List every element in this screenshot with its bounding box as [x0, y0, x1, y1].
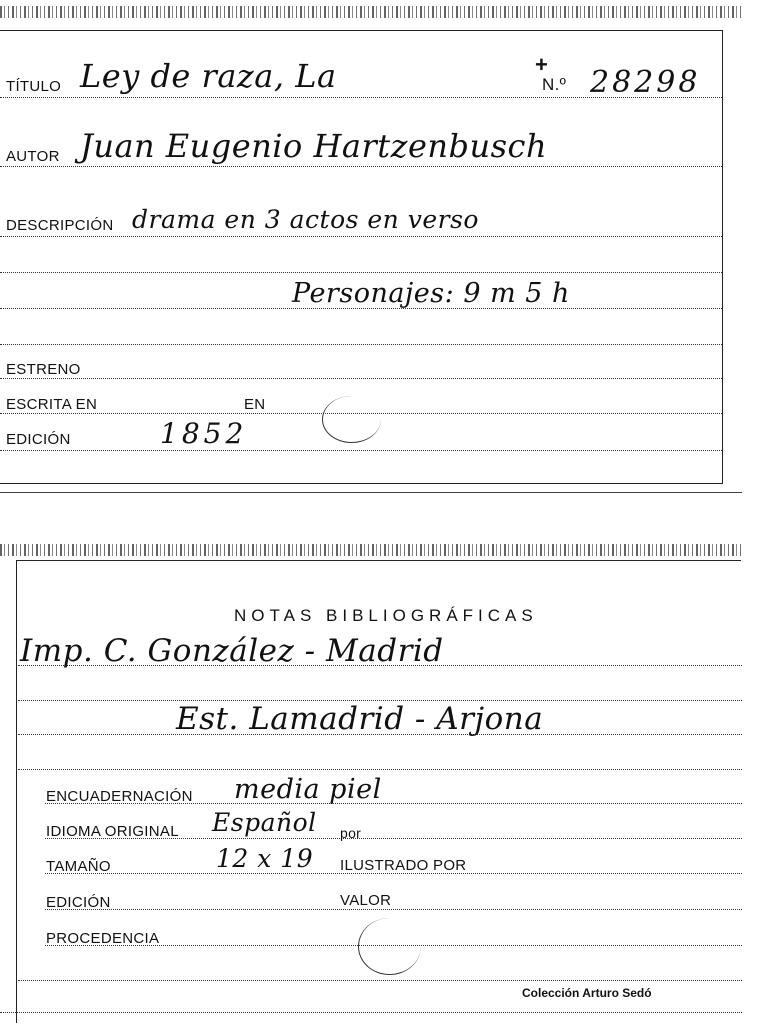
en-label: EN	[244, 396, 266, 413]
ruled-line	[18, 769, 742, 770]
catalog-card-front	[0, 0, 742, 492]
encuadernacion-value: media piel	[234, 774, 382, 805]
escrita-en-label: ESCRITA EN	[6, 396, 98, 413]
ruled-line	[0, 378, 722, 379]
edicion-label: EDICIÓN	[46, 894, 111, 911]
note-line-1: Imp. C. González - Madrid	[20, 633, 444, 669]
bottom-edge-line	[0, 1012, 742, 1013]
punched-hole	[322, 396, 381, 443]
numero-label: N.º	[542, 75, 567, 94]
numero-value: 28298	[590, 65, 701, 100]
descripcion-value: drama en 3 actos en verso	[132, 205, 479, 234]
tamano-value: 12 x 19	[216, 844, 314, 873]
ilustrado-por-label: ILUSTRADO POR	[340, 857, 467, 874]
por-label: por	[340, 825, 362, 841]
titulo-label: TÍTULO	[6, 78, 62, 95]
cross-mark-icon: +	[535, 52, 548, 77]
ruled-line	[0, 344, 722, 345]
edicion-label: EDICIÓN	[6, 431, 71, 448]
notas-header: NOTAS BIBLIOGRÁFICAS	[234, 606, 538, 625]
torn-top-edge	[0, 6, 742, 18]
encuadernacion-label: ENCUADERNACIÓN	[46, 788, 193, 805]
descripcion-label: DESCRIPCIÓN	[6, 217, 114, 234]
collection-footer: Colección Arturo Sedó	[522, 986, 652, 1000]
autor-label: AUTOR	[6, 148, 60, 165]
card-separator	[0, 492, 742, 493]
procedencia-label: PROCEDENCIA	[46, 930, 160, 947]
torn-top-edge	[0, 544, 742, 556]
edicion-value: 1852	[160, 417, 248, 450]
ruled-line	[45, 909, 742, 910]
ruled-line	[18, 980, 742, 981]
punched-hole	[358, 918, 421, 975]
estreno-label: ESTRENO	[6, 361, 81, 378]
ruled-line	[0, 272, 722, 273]
idioma-original-label: IDIOMA ORIGINAL	[46, 823, 179, 840]
idioma-original-value: Español	[212, 808, 317, 837]
valor-label: VALOR	[340, 892, 392, 909]
note-line-2: Est. Lamadrid - Arjona	[176, 701, 544, 737]
titulo-value: Ley de raza, La	[80, 57, 337, 95]
ruled-line	[0, 236, 722, 237]
autor-value: Juan Eugenio Hartzenbusch	[80, 127, 548, 165]
personajes-value: Personajes: 9 m 5 h	[292, 278, 570, 309]
tamano-label: TAMAÑO	[46, 858, 111, 875]
ruled-line	[0, 166, 722, 167]
catalog-card-back	[0, 540, 742, 1026]
ruled-line	[0, 450, 722, 451]
